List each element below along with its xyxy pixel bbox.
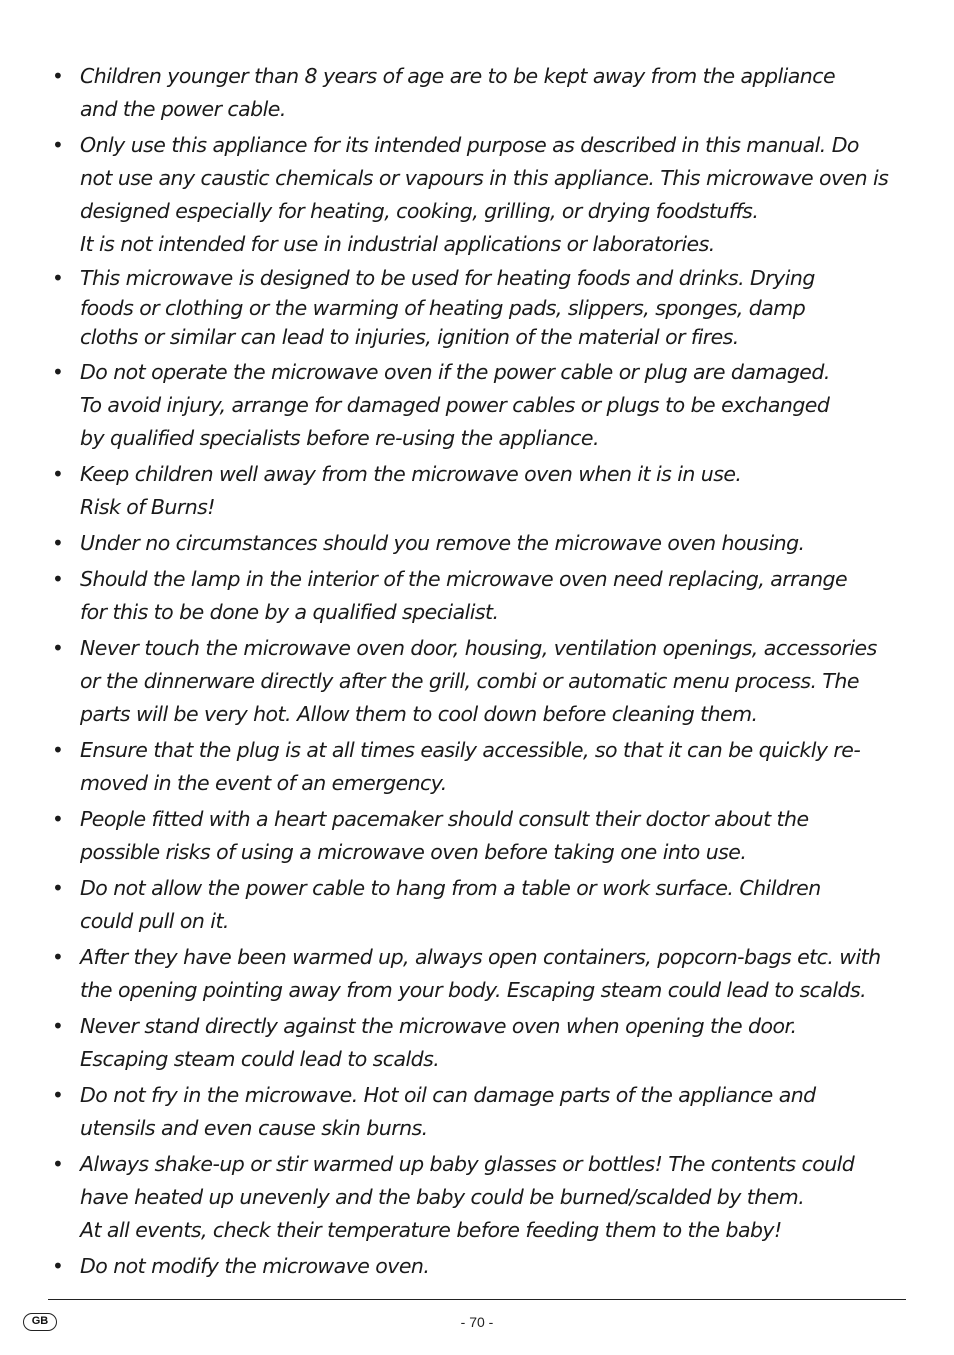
safety-instructions-list [48, 60, 910, 1286]
item-text-line: cloths or similar can lead to injuries, ignition of the material or fires. [80, 325, 739, 349]
item-text-line: could pull on it. [80, 908, 229, 933]
bullet-icon: • [52, 806, 64, 831]
item-text-line: utensils and even cause skin burns. [80, 1115, 428, 1140]
list-item [48, 803, 910, 869]
item-text-line: After they have been warmed up, always open containers, popcorn-bags etc. with [80, 944, 881, 969]
item-text-line: Children younger than 8 years of age are to be kept away from the appliance [80, 64, 836, 88]
bullet-icon: • [52, 461, 64, 486]
list-item [48, 264, 910, 353]
item-text-line: parts will be very hot. Allow them to cool down before cleaning them. [80, 701, 758, 726]
bullet-icon: • [52, 1151, 64, 1176]
list-item [48, 458, 910, 524]
item-text-line: not use any caustic chemicals or vapours in this appliance. This microwave oven is [80, 166, 889, 190]
item-text-line: moved in the event of an emergency. [80, 770, 447, 795]
item-text-line: and the power cable. [80, 97, 286, 121]
list-item [48, 356, 910, 455]
list-item [48, 1250, 910, 1283]
item-text-line: Never touch the microwave oven door, housing, ventilation openings, accessories [80, 635, 877, 660]
list-item [48, 872, 910, 938]
item-text-line: Do not allow the power cable to hang from a table or work surface. Children [80, 875, 821, 900]
bullet-icon: • [52, 133, 64, 157]
item-text-line: At all events, check their temperature before feeding them to the baby! [80, 1217, 782, 1242]
item-text-line: Should the lamp in the interior of the microwave oven need replacing, arrange [80, 566, 848, 591]
bullet-icon: • [52, 1013, 64, 1038]
item-text-line: for this to be done by a qualified specialist. [80, 599, 499, 624]
bullet-icon: • [52, 530, 64, 555]
item-text-line: Do not operate the microwave oven if the power cable or plug are damaged. [80, 359, 830, 384]
list-item [48, 129, 910, 261]
page-number: - 70 - [460, 1314, 494, 1330]
item-text-line: foods or clothing or the warming of heating pads, slippers, sponges, damp [80, 295, 806, 320]
bullet-icon: • [52, 359, 64, 384]
bullet-icon: • [52, 64, 64, 88]
bullet-icon: • [52, 266, 64, 290]
item-text-line: by qualified specialists before re-using the appliance. [80, 425, 599, 450]
item-text-line: possible risks of using a microwave oven before taking one into use. [80, 839, 747, 864]
list-item [48, 632, 910, 731]
bullet-icon: • [52, 566, 64, 591]
list-item [48, 1010, 910, 1076]
item-text-line: Keep children well away from the microwave oven when it is in use. [80, 461, 742, 486]
list-item [48, 941, 910, 1007]
item-text-line: Never stand directly against the microwave oven when opening the door. [80, 1013, 797, 1038]
list-item [48, 527, 910, 560]
item-text-line: Escaping steam could lead to scalds. [80, 1046, 440, 1071]
bullet-icon: • [52, 944, 64, 969]
list-item [48, 1079, 910, 1145]
list-item [48, 1148, 910, 1247]
item-text-line: Always shake-up or stir warmed up baby glasses or bottles! The contents could [80, 1151, 855, 1176]
item-text-line: It is not intended for use in industrial applications or laboratories. [80, 232, 715, 256]
list-item [48, 60, 910, 126]
list-item [48, 734, 910, 800]
item-text-line: the opening pointing away from your body. Escaping steam could lead to scalds. [80, 977, 867, 1002]
bullet-icon: • [52, 875, 64, 900]
item-text-line: Under no circumstances should you remove the microwave oven housing. [80, 530, 805, 555]
bullet-icon: • [52, 737, 64, 762]
item-text-line: or the dinnerware directly after the grill, combi or automatic menu process. The [80, 668, 859, 693]
item-text-line: This microwave is designed to be used for heating foods and drinks. Drying [80, 266, 815, 290]
language-badge: GB [23, 1313, 57, 1331]
bullet-icon: • [52, 635, 64, 660]
item-text-line: To avoid injury, arrange for damaged power cables or plugs to be exchanged [80, 392, 830, 417]
item-text-line: designed especially for heating, cooking, grilling, or drying foodstuffs. [80, 199, 759, 223]
bullet-icon: • [52, 1253, 64, 1278]
footer-divider [48, 1299, 906, 1300]
list-item [48, 563, 910, 629]
item-text-line: People fitted with a heart pacemaker should consult their doctor about the [80, 806, 809, 831]
item-text-line: Ensure that the plug is at all times easily accessible, so that it can be quickly re- [80, 737, 861, 762]
item-text-line: have heated up unevenly and the baby could be burned/scalded by them. [80, 1184, 805, 1209]
bullet-icon: • [52, 1082, 64, 1107]
item-text-line: Risk of Burns! [80, 494, 215, 519]
item-text-line: Only use this appliance for its intended purpose as described in this manual. Do [80, 133, 859, 157]
item-text-line: Do not fry in the microwave. Hot oil can damage parts of the appliance and [80, 1082, 816, 1107]
item-text-line: Do not modify the microwave oven. [80, 1253, 430, 1278]
